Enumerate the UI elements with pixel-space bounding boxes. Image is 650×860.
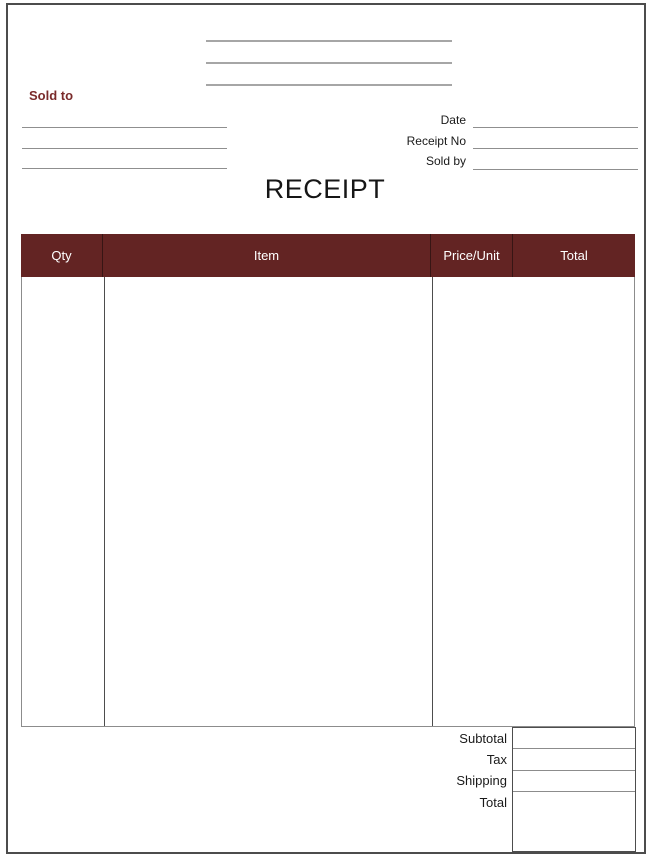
tax-label: Tax xyxy=(486,752,507,767)
date-label: Date xyxy=(440,113,466,127)
subtotal-value-cell xyxy=(513,728,635,749)
tax-value-cell xyxy=(513,749,635,771)
company-blank-line xyxy=(206,40,452,42)
item-price-divider xyxy=(432,277,433,726)
header-cell-price-unit: Price/Unit xyxy=(431,234,513,277)
sold-by-label: Sold by xyxy=(425,154,466,168)
receipt-no-label: Receipt No xyxy=(406,134,466,148)
qty-item-divider xyxy=(104,277,105,726)
items-table-header xyxy=(21,234,635,277)
totals-box xyxy=(512,727,636,852)
receipt-no-blank-line xyxy=(473,148,638,149)
subtotal-label: Subtotal xyxy=(459,731,507,746)
shipping-value-cell xyxy=(513,771,635,792)
items-table-body xyxy=(21,277,635,727)
shipping-label: Shipping xyxy=(456,773,507,788)
sold-to-label: Sold to xyxy=(29,88,74,103)
total-value-cell xyxy=(513,792,635,852)
sold-to-blank-line xyxy=(22,148,227,149)
sold-to-blank-line xyxy=(22,168,227,169)
total-label: Total xyxy=(479,795,507,810)
header-cell-item: Item xyxy=(103,234,431,277)
sold-to-blank-line xyxy=(22,127,227,128)
date-blank-line xyxy=(473,127,638,128)
company-blank-line xyxy=(206,62,452,64)
header-cell-qty: Qty xyxy=(21,234,103,277)
header-cell-total: Total xyxy=(560,248,588,263)
sold-by-blank-line xyxy=(473,169,638,170)
receipt-title: RECEIPT xyxy=(264,174,386,204)
company-blank-line xyxy=(206,84,452,86)
